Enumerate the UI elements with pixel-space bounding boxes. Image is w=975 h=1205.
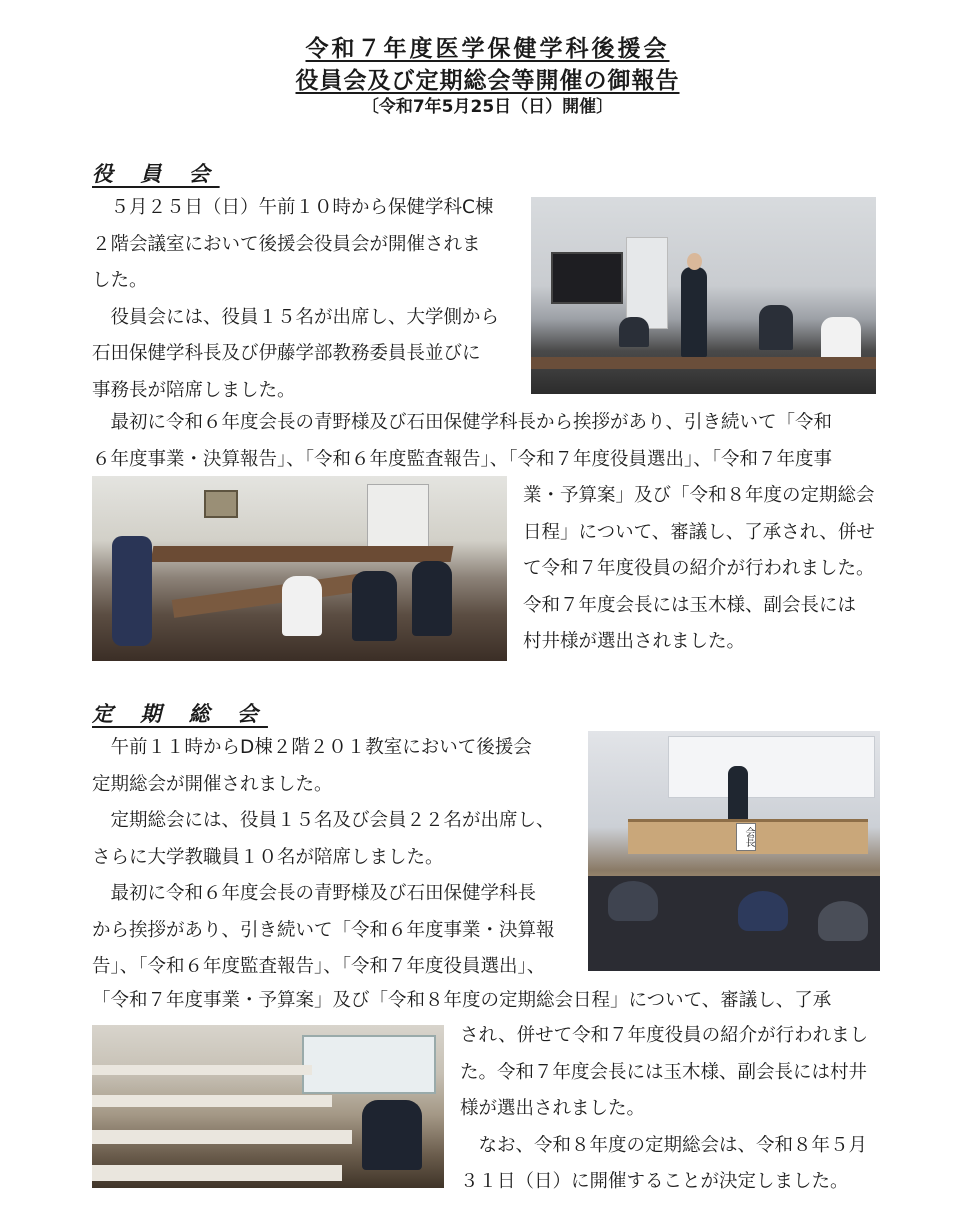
text-line: 業・予算案」及び「令和８年度の定期総会 — [523, 485, 875, 506]
text-line: さらに大学教職員１０名が陪席しました。 — [92, 846, 444, 868]
desk-row — [92, 1095, 332, 1107]
general-meeting-text-a — [92, 730, 555, 986]
text-line: 石田保健学科長及び伊藤学部教務委員長並びに — [92, 343, 481, 364]
text-line: ２階会議室において後援会役員会が開催されま — [92, 233, 481, 255]
standing-speaker — [728, 766, 748, 826]
general-meeting-text-b — [92, 983, 831, 1020]
audience-member — [818, 901, 868, 941]
text-line: なお、令和８年度の定期総会は、令和８年５月 — [460, 1134, 868, 1156]
text-line: から挨拶があり、引き続いて「令和６年度事業・決算報 — [92, 919, 555, 941]
seated-person — [362, 1100, 422, 1170]
audience-member — [608, 881, 658, 921]
desk-row — [92, 1165, 342, 1181]
text-line: 事務長が陪席しました。 — [92, 379, 296, 401]
table-edge — [531, 357, 876, 369]
chair — [112, 536, 152, 646]
text-line: ６年度事業・決算報告」、「令和６年度監査報告」、「令和７年度役員選出」、「令和７年度事 — [92, 448, 833, 470]
audience-member — [738, 891, 788, 931]
document-title — [0, 30, 975, 63]
text-line: 定期総会には、役員１５名及び会員２２名が出席し、 — [92, 810, 555, 831]
text-line: 最初に令和６年度会長の青野様及び石田保健学科長から挨拶があり、引き続いて「令和 — [92, 412, 833, 433]
text-line: され、併せて令和７年度役員の紹介が行われまし — [460, 1025, 869, 1046]
standing-speaker — [681, 267, 707, 357]
section-heading-board-meeting: 役 員 会 — [92, 162, 220, 186]
door — [626, 237, 668, 329]
text-line: 役員会には、役員１５名が出席し、大学側から — [92, 306, 500, 328]
text-line: 最初に令和６年度会長の青野様及び石田保健学科長 — [92, 883, 537, 904]
name-plate: 会長 — [736, 823, 756, 851]
text-line: て令和７年度役員の紹介が行われました。 — [523, 558, 875, 579]
text-line: 様が選出されました。 — [460, 1098, 646, 1119]
text-line: た。令和７年度会長には玉木様、副会長には村井 — [460, 1061, 868, 1083]
board-meeting-text-a — [92, 190, 499, 409]
wall-picture — [204, 490, 238, 518]
window — [302, 1035, 436, 1094]
seated-person — [282, 576, 322, 636]
seated-person — [821, 317, 861, 362]
desk-row — [92, 1130, 352, 1144]
text-line: 「令和７年度事業・予算案」及び「令和８年度の定期総会日程」について、審議し、了承 — [92, 990, 832, 1011]
photo-general-meeting-lecture-hall — [92, 1025, 444, 1188]
photo-general-meeting-stage — [588, 731, 880, 971]
date-line: 〔令和7年5月25日（日）開催〕 — [361, 97, 614, 117]
board-meeting-text-c — [523, 478, 875, 661]
seated-person — [352, 571, 397, 641]
text-line: 告」、「令和６年度監査報告」、「令和７年度役員選出」、 — [92, 956, 546, 977]
section-heading-general-meeting: 定 期 総 会 — [92, 702, 268, 726]
seated-person — [759, 305, 793, 350]
tv-monitor — [551, 252, 623, 304]
desk-row — [92, 1065, 312, 1075]
document-subtitle — [0, 62, 975, 95]
text-line: 令和７年度会長には玉木様、副会長には — [523, 594, 857, 616]
text-line: 村井様が選出されました。 — [523, 631, 746, 652]
title-line-1: 令和７年度医学保健学科後援会 — [305, 36, 670, 62]
board-meeting-text-b — [92, 405, 832, 478]
text-line: した。 — [92, 270, 148, 291]
photo-board-meeting-speaker — [531, 197, 876, 394]
text-line: ５月２５日（日）午前１０時から保健学科C棟 — [92, 197, 494, 218]
text-line: 日程」について、審議し、了承され、併せ — [523, 521, 875, 543]
photo-board-meeting-tables — [92, 476, 507, 661]
text-line: 定期総会が開催されました。 — [92, 773, 333, 795]
table — [151, 546, 454, 562]
seated-person — [412, 561, 452, 636]
seated-person — [619, 317, 649, 347]
table — [172, 572, 373, 618]
text-line: ３１日（日）に開催することが決定しました。 — [460, 1171, 849, 1192]
title-line-2: 役員会及び定期総会等開催の御報告 — [295, 68, 680, 94]
speaker-head — [687, 253, 702, 270]
general-meeting-text-c — [460, 1018, 868, 1201]
text-line: 午前１１時からD棟２階２０１教室において後援会 — [92, 737, 532, 758]
whiteboard — [668, 736, 875, 798]
